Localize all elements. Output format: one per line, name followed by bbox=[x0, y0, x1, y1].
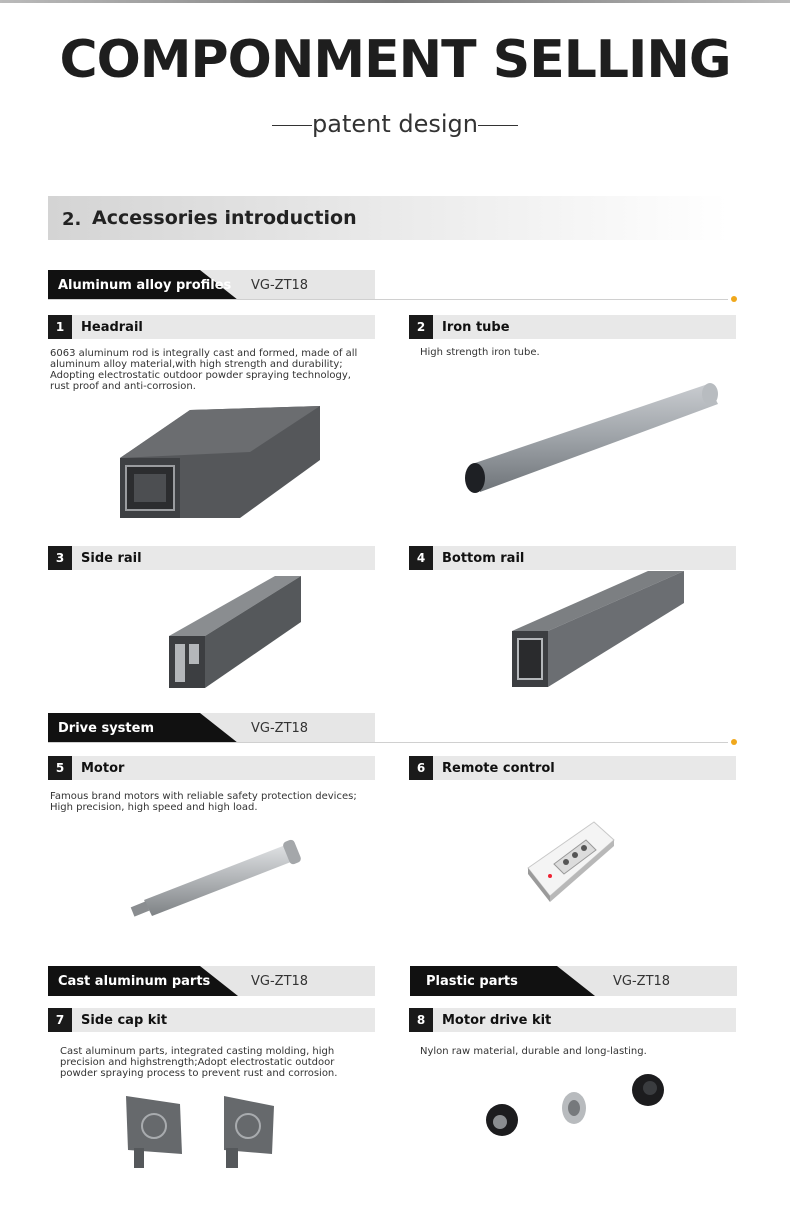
subtitle-right-line bbox=[478, 125, 518, 126]
item-title: Motor bbox=[81, 761, 125, 776]
accent-dot bbox=[731, 739, 737, 745]
iron-tube-image bbox=[460, 378, 725, 500]
item-description: Famous brand motors with reliable safety protection devices; High precision, high speed and high load. bbox=[50, 791, 357, 813]
category-drive-system bbox=[48, 713, 375, 743]
item-number: 7 bbox=[48, 1008, 72, 1032]
headrail-image bbox=[110, 400, 325, 525]
section-number: 2. bbox=[62, 209, 82, 230]
item-title: Iron tube bbox=[442, 320, 510, 335]
category-model: VG-ZT18 bbox=[613, 974, 671, 989]
page-title: COMPONMENT SELLING bbox=[59, 30, 731, 90]
item-bottom-rail-header bbox=[409, 546, 736, 570]
item-description: High strength iron tube. bbox=[420, 347, 540, 358]
item-title: Motor drive kit bbox=[442, 1013, 552, 1028]
item-description: 6063 aluminum rod is integrally cast and formed, made of all aluminum alloy material,with high strength and durability; Adopting electrostatic outdoor powder spraying technology, rust proof and anti-corrosion. bbox=[50, 348, 358, 392]
side-rail-image bbox=[165, 572, 305, 692]
item-headrail-header bbox=[48, 315, 375, 339]
subtitle-left-line bbox=[272, 125, 312, 126]
category-cast-aluminum bbox=[48, 966, 375, 996]
item-number: 1 bbox=[48, 315, 72, 339]
item-title: Headrail bbox=[81, 320, 143, 335]
category-model: VG-ZT18 bbox=[251, 278, 309, 293]
item-side-cap-kit-header bbox=[48, 1008, 375, 1032]
item-title: Side cap kit bbox=[81, 1013, 168, 1028]
item-number: 6 bbox=[409, 756, 433, 780]
item-side-rail-header bbox=[48, 546, 375, 570]
item-number: 3 bbox=[48, 546, 72, 570]
item-title: Side rail bbox=[81, 551, 142, 566]
item-number: 4 bbox=[409, 546, 433, 570]
item-number: 5 bbox=[48, 756, 72, 780]
item-title: Bottom rail bbox=[442, 551, 525, 566]
category-label: Drive system bbox=[58, 721, 155, 736]
divider-line bbox=[48, 742, 728, 743]
item-iron-tube-header bbox=[409, 315, 736, 339]
category-model: VG-ZT18 bbox=[251, 721, 309, 736]
item-title: Remote control bbox=[442, 761, 555, 776]
motor-image bbox=[130, 838, 306, 922]
accent-dot bbox=[731, 296, 737, 302]
subtitle-text: patent design bbox=[312, 110, 478, 138]
category-label: Plastic parts bbox=[426, 974, 518, 989]
side-cap-kit-image bbox=[120, 1092, 280, 1172]
item-motor-header bbox=[48, 756, 375, 780]
divider-line bbox=[48, 299, 728, 300]
category-aluminum-profiles bbox=[48, 270, 375, 300]
top-border bbox=[0, 0, 790, 3]
remote-control-image bbox=[524, 818, 616, 902]
item-number: 8 bbox=[409, 1008, 433, 1032]
item-number: 2 bbox=[409, 315, 433, 339]
item-motor-drive-kit-header bbox=[409, 1008, 736, 1032]
section-title: Accessories introduction bbox=[92, 207, 357, 229]
category-label: Cast aluminum parts bbox=[58, 974, 211, 989]
item-remote-control-header bbox=[409, 756, 736, 780]
bottom-rail-image bbox=[508, 571, 686, 691]
category-model: VG-ZT18 bbox=[251, 974, 309, 989]
section-heading bbox=[48, 196, 728, 240]
category-plastic-parts bbox=[410, 966, 737, 996]
item-description: Nylon raw material, durable and long-lasting. bbox=[420, 1046, 647, 1057]
category-label: Aluminum alloy profiles bbox=[58, 278, 232, 293]
item-description: Cast aluminum parts, integrated casting molding, high precision and highstrength;Adopt electrostatic outdoor powder spraying process to prevent rust and corrosion. bbox=[60, 1046, 338, 1079]
motor-drive-kit-image bbox=[482, 1072, 672, 1142]
page-subtitle bbox=[0, 110, 790, 138]
